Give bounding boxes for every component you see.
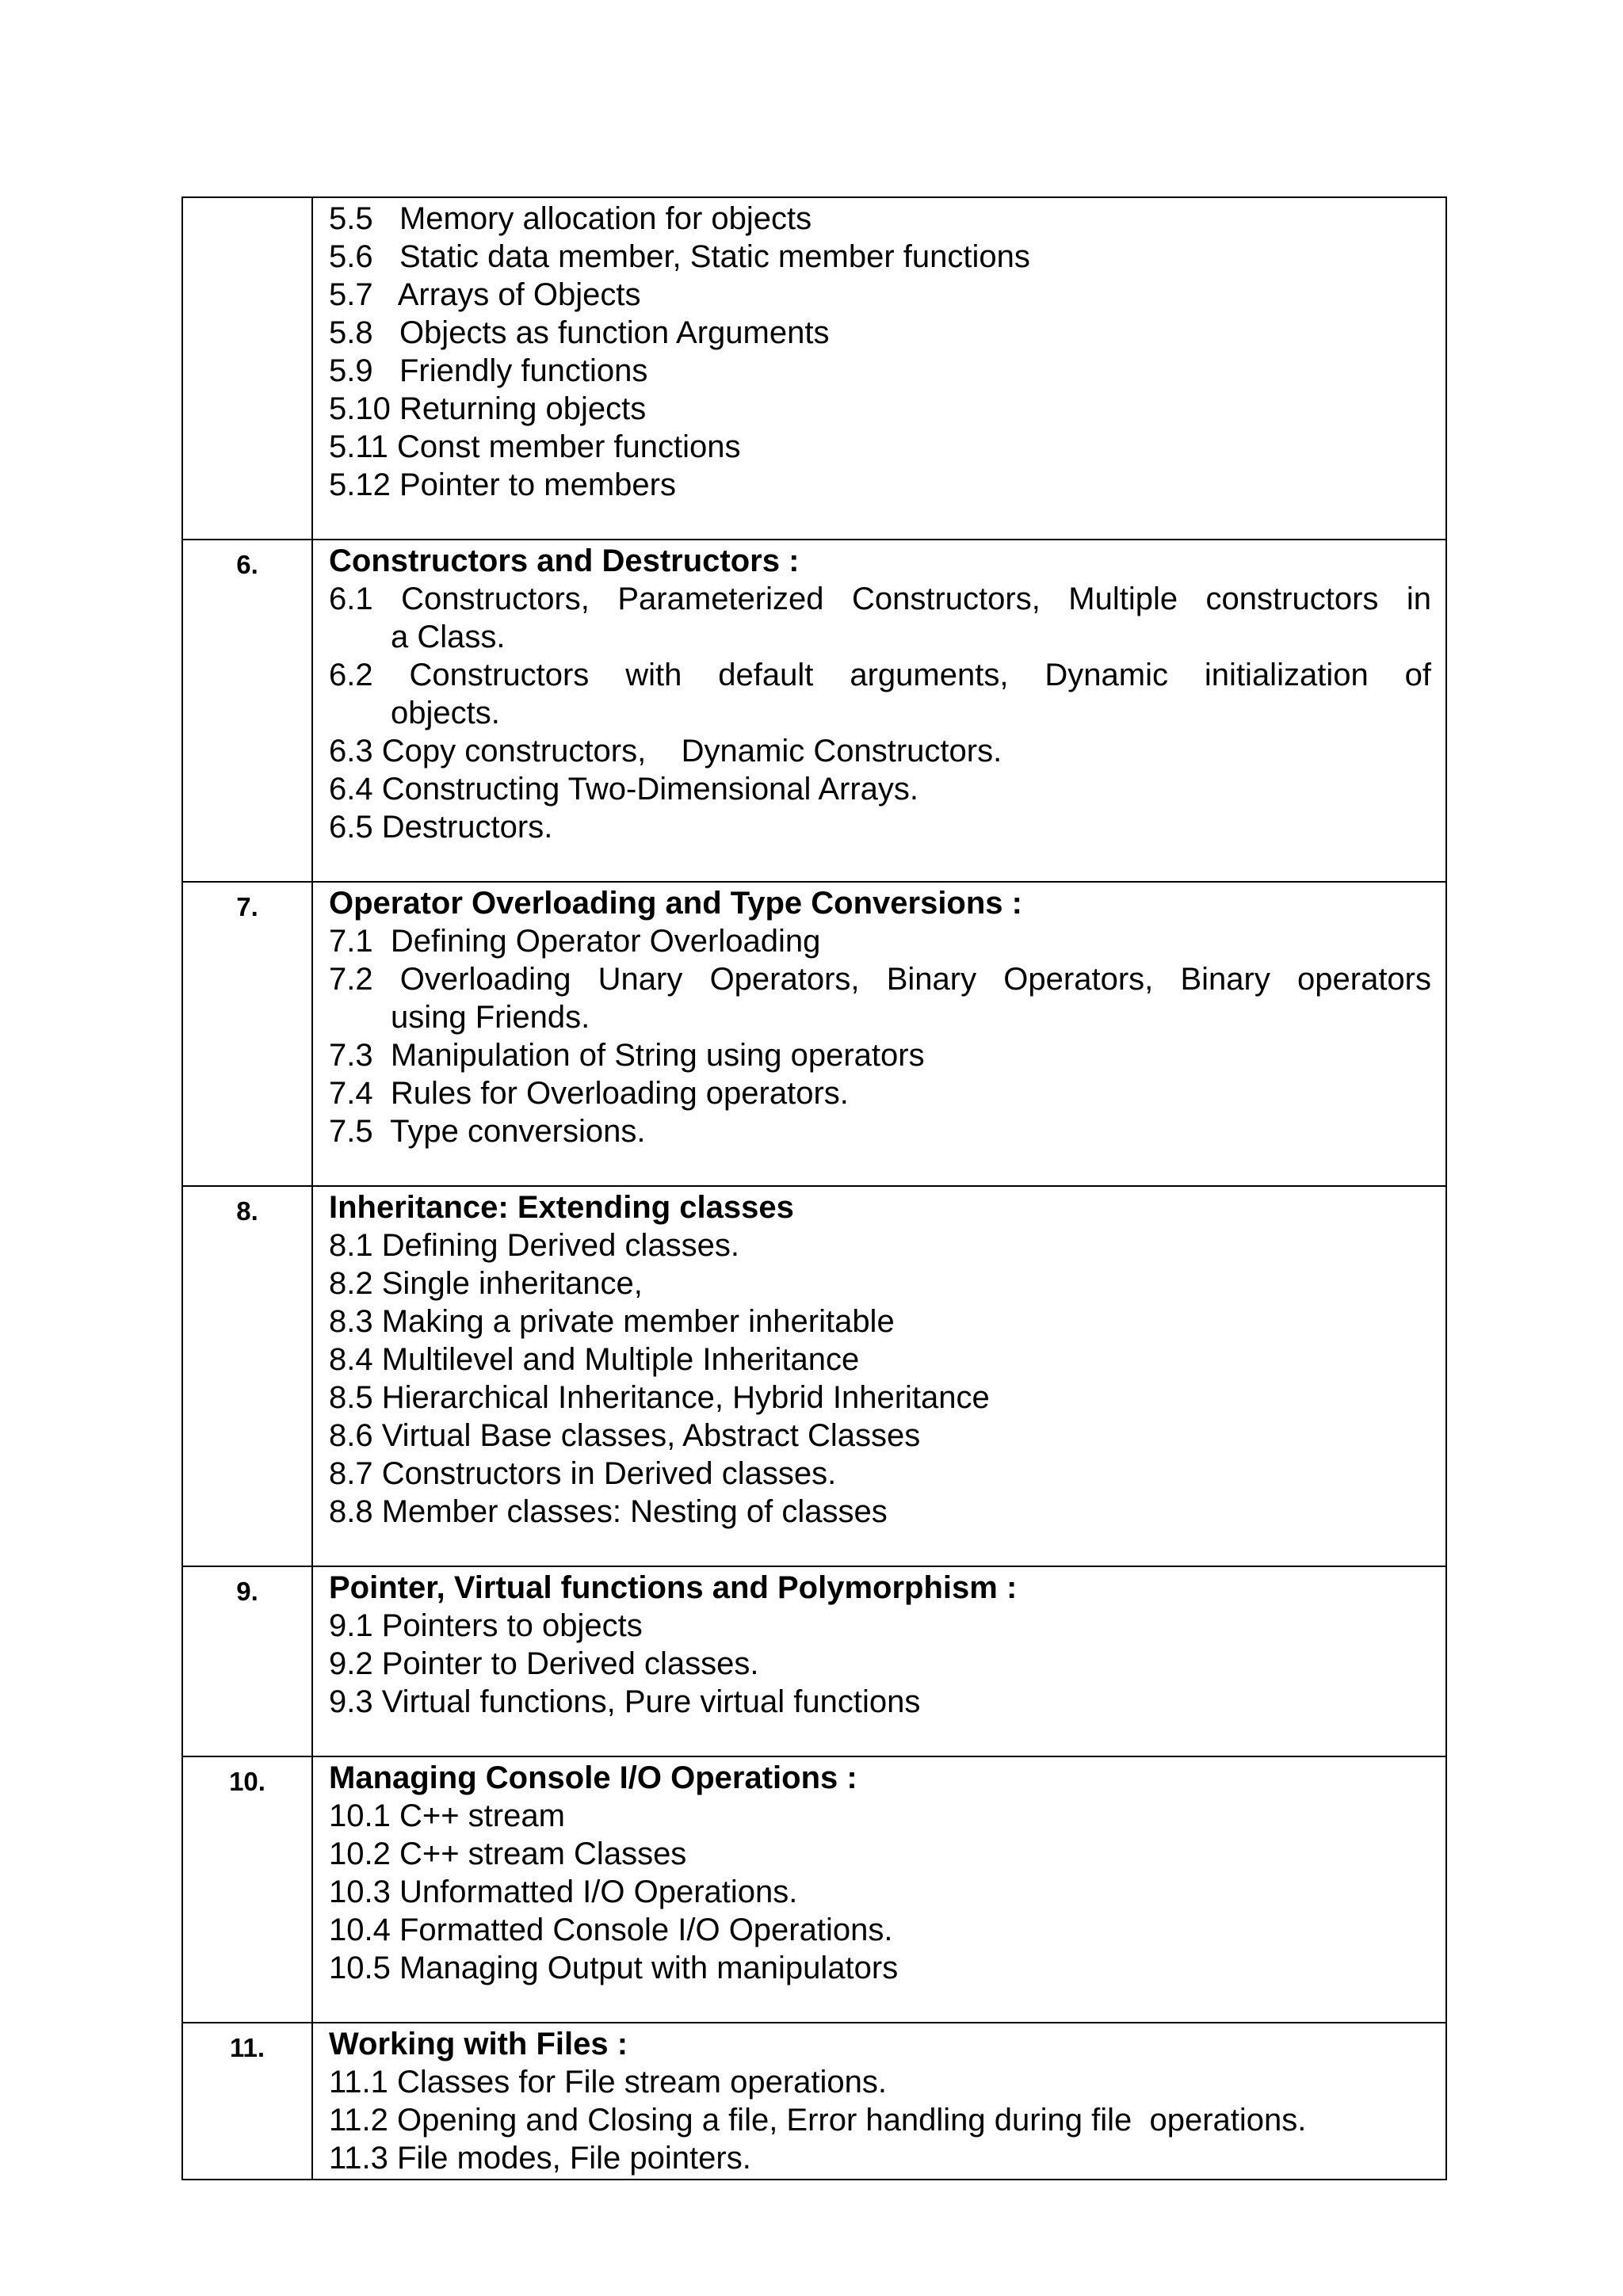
topic-item: 8.4 Multilevel and Multiple Inheritance: [329, 1342, 860, 1377]
section-title: Managing Console I/O Operations :: [329, 1760, 857, 1795]
section-content: [312, 1756, 1446, 2023]
topic-item: 9.2 Pointer to Derived classes.: [329, 1646, 759, 1681]
topic-item: 10.3 Unformatted I/O Operations.: [329, 1875, 798, 1909]
section-title: Pointer, Virtual functions and Polymorphism :: [329, 1570, 1018, 1605]
topic-item: 5.12 Pointer to members: [329, 467, 676, 502]
section-row-7: [182, 882, 1446, 1186]
topic-item: 8.1 Defining Derived classes.: [329, 1228, 740, 1263]
topic-item: 7.4 Rules for Overloading operators.: [329, 1076, 849, 1111]
syllabus-table: [181, 196, 1447, 2180]
section-row-11: [182, 2023, 1446, 2180]
topic-item: 7.1 Defining Operator Overloading: [329, 924, 821, 959]
topic-item: 7.2 Overloading Unary Operators, Binary Operators, Binary operators: [329, 962, 1431, 997]
section-content: [312, 197, 1446, 540]
section-row-8: [182, 1186, 1446, 1566]
section-number: 9.: [182, 1566, 312, 1756]
topic-item: 10.2 C++ stream Classes: [329, 1836, 687, 1871]
topic-item: 10.1 C++ stream: [329, 1798, 565, 1833]
topic-item: 5.9 Friendly functions: [329, 353, 648, 388]
topic-item: 9.1 Pointers to objects: [329, 1608, 643, 1643]
section-content: [312, 1566, 1446, 1756]
section-row-9: [182, 1566, 1446, 1756]
topic-item: 6.3 Copy constructors, Dynamic Constructors.: [329, 734, 1002, 769]
section-number: [182, 197, 312, 540]
section-number: 7.: [182, 882, 312, 1186]
topic-item: 5.6 Static data member, Static member functions: [329, 239, 1030, 274]
topic-item: 11.2 Opening and Closing a file, Error handling during file operations.: [329, 2103, 1307, 2138]
topic-item-continuation: using Friends.: [391, 1000, 590, 1035]
topic-item: 8.3 Making a private member inheritable: [329, 1304, 895, 1339]
section-title: Inheritance: Extending classes: [329, 1190, 794, 1225]
topic-item: 10.4 Formatted Console I/O Operations.: [329, 1913, 893, 1947]
topic-item: 9.3 Virtual functions, Pure virtual functions: [329, 1684, 921, 1719]
section-row-6: [182, 540, 1446, 882]
topic-item: 6.1 Constructors, Parameterized Constructors, Multiple constructors in: [329, 582, 1431, 616]
topic-item: 7.5 Type conversions.: [329, 1114, 646, 1149]
section-number: 6.: [182, 540, 312, 882]
topic-item: 8.7 Constructors in Derived classes.: [329, 1456, 837, 1491]
section-row-5: [182, 197, 1446, 540]
section-title: Constructors and Destructors :: [329, 543, 800, 578]
section-content: [312, 2023, 1446, 2180]
topic-item-continuation: a Class.: [391, 620, 506, 654]
section-number: 11.: [182, 2023, 312, 2180]
section-number: 10.: [182, 1756, 312, 2023]
topic-item: 6.4 Constructing Two-Dimensional Arrays.: [329, 772, 919, 807]
section-number: 8.: [182, 1186, 312, 1566]
section-content: [312, 882, 1446, 1186]
topic-item: 8.6 Virtual Base classes, Abstract Classes: [329, 1418, 921, 1453]
topic-item: 5.11 Const member functions: [329, 429, 741, 464]
topic-item: 7.3 Manipulation of String using operators: [329, 1038, 925, 1073]
section-content: [312, 540, 1446, 882]
topic-item: 8.2 Single inheritance,: [329, 1266, 643, 1301]
topic-item: 8.5 Hierarchical Inheritance, Hybrid Inheritance: [329, 1380, 990, 1415]
section-content: [312, 1186, 1446, 1566]
topic-item: 6.2 Constructors with default arguments, Dynamic initialization of: [329, 658, 1431, 692]
section-title: Working with Files :: [329, 2027, 628, 2061]
section-title: Operator Overloading and Type Conversions :: [329, 886, 1022, 921]
topic-item: 5.10 Returning objects: [329, 391, 647, 426]
topic-item: 8.8 Member classes: Nesting of classes: [329, 1494, 888, 1529]
topic-item: 10.5 Managing Output with manipulators: [329, 1951, 899, 1985]
topic-item-continuation: objects.: [391, 696, 500, 730]
topic-item: 5.5 Memory allocation for objects: [329, 201, 812, 236]
topic-item: 6.5 Destructors.: [329, 810, 553, 845]
topic-item: 5.7 Arrays of Objects: [329, 277, 641, 312]
topic-item: 11.3 File modes, File pointers.: [329, 2141, 751, 2176]
topic-item: 5.8 Objects as function Arguments: [329, 315, 830, 350]
topic-item: 11.1 Classes for File stream operations.: [329, 2065, 888, 2100]
section-row-10: [182, 1756, 1446, 2023]
